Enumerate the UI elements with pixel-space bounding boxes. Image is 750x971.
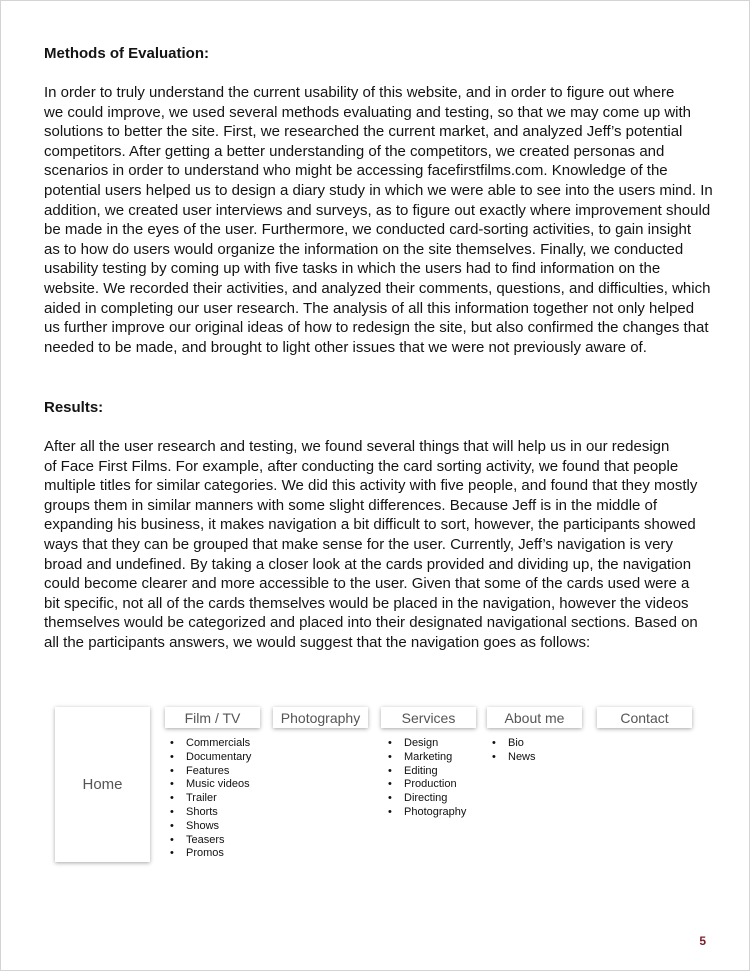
list-item: • Commercials bbox=[166, 737, 251, 751]
methods-line: be made in the eyes of the user. Furthermore, we conducted card-sorting activities, to gain insight bbox=[44, 221, 692, 239]
list-item: • Shows bbox=[166, 820, 251, 834]
nav-card-services: Services bbox=[381, 707, 476, 728]
services-list bbox=[384, 737, 466, 820]
about-list bbox=[488, 737, 536, 765]
methods-line: website. We recorded their activities, and analyzed their comments, questions, and difficulties, which bbox=[44, 279, 711, 297]
methods-heading: Methods of Evaluation: bbox=[44, 45, 209, 62]
list-item: • Bio bbox=[488, 737, 536, 751]
nav-card-about: About me bbox=[487, 707, 582, 728]
list-item: • Trailer bbox=[166, 792, 251, 806]
list-item: • Marketing bbox=[384, 751, 466, 765]
list-item: • News bbox=[488, 751, 536, 765]
methods-line: aided in completing our user research. The analysis of all this information together not only helped bbox=[44, 299, 695, 317]
list-item: • Design bbox=[384, 737, 466, 751]
methods-line: as to how do users would organize the information on the site themselves. Finally, we conducted bbox=[44, 240, 684, 258]
list-item: • Shorts bbox=[166, 806, 251, 820]
list-item: • Production bbox=[384, 778, 466, 792]
page-number: 5 bbox=[699, 934, 706, 948]
methods-line: needed to be made, and brought to light other issues that we were not previously aware of. bbox=[44, 338, 647, 356]
nav-card-contact: Contact bbox=[597, 707, 692, 728]
methods-line: us further improve our original ideas of how to redesign the site, but also confirmed the changes that bbox=[44, 319, 709, 337]
methods-line: In order to truly understand the current usability of this website, and in order to figure out where bbox=[44, 84, 675, 101]
nav-card-photography: Photography bbox=[273, 707, 368, 728]
results-line: of Face First Films. For example, after conducting the card sorting activity, we found that people bbox=[44, 457, 679, 475]
results-line: broad and undefined. By taking a closer look at the cards provided and dividing up, the navigation bbox=[44, 555, 692, 573]
list-item: • Promos bbox=[166, 847, 251, 861]
methods-line: potential users helped us to design a diary study in which we were able to see into the users mind. In bbox=[44, 181, 713, 199]
film-tv-list bbox=[166, 737, 251, 861]
list-item: • Teasers bbox=[166, 834, 251, 848]
methods-line: usability testing by coming up with five tasks in which the users had to find information on the bbox=[44, 260, 661, 278]
results-paragraph bbox=[44, 437, 698, 653]
list-item: • Editing bbox=[384, 765, 466, 779]
list-item: • Directing bbox=[384, 792, 466, 806]
methods-line: solutions to better the site. First, we researched the current market, and analyzed Jeff’s potential bbox=[44, 123, 683, 141]
results-line: bit specific, not all of the cards themselves would be placed in the navigation, however the videos bbox=[44, 594, 689, 612]
results-line: could become clearer and more accessible to the user. Given that some of the cards used were a bbox=[44, 575, 690, 593]
results-line: all the participants answers, we would suggest that the navigation goes as follows: bbox=[44, 633, 591, 651]
results-line: themselves would be categorized and placed into their designated navigational sections. Based on bbox=[44, 614, 698, 632]
results-heading: Results: bbox=[44, 399, 104, 416]
methods-line: competitors. After getting a better understanding of the competitors, we created personas and bbox=[44, 142, 665, 160]
list-item: • Photography bbox=[384, 806, 466, 820]
methods-line: scenarios in order to understand who might be accessing facefirstfilms.com. Knowledge of the bbox=[44, 162, 668, 180]
methods-paragraph bbox=[44, 83, 713, 357]
results-line: expanding his business, it makes navigation a bit difficult to sort, however, the participants showed bbox=[44, 516, 696, 534]
methods-line: we could improve, we used several methods evaluating and testing, so that we may come up with bbox=[44, 103, 692, 121]
results-line: groups them in similar manners with some slight differences. Because Jeff is in the middle of bbox=[44, 496, 658, 514]
list-item: • Music videos bbox=[166, 778, 251, 792]
results-line: ways that they can be grouped that make sense for the user. Currently, Jeff’s navigation is very bbox=[44, 535, 673, 553]
methods-line: addition, we created user interviews and surveys, as to figure out exactly where improvement should bbox=[44, 201, 711, 219]
list-item: • Documentary bbox=[166, 751, 251, 765]
results-line: After all the user research and testing, we found several things that will help us in our redesign bbox=[44, 438, 670, 455]
nav-card-film-tv: Film / TV bbox=[165, 707, 260, 728]
results-line: multiple titles for similar categories. We did this activity with five people, and found that they mostly bbox=[44, 477, 698, 495]
list-item: • Features bbox=[166, 765, 251, 779]
nav-card-home: Home bbox=[55, 707, 150, 862]
